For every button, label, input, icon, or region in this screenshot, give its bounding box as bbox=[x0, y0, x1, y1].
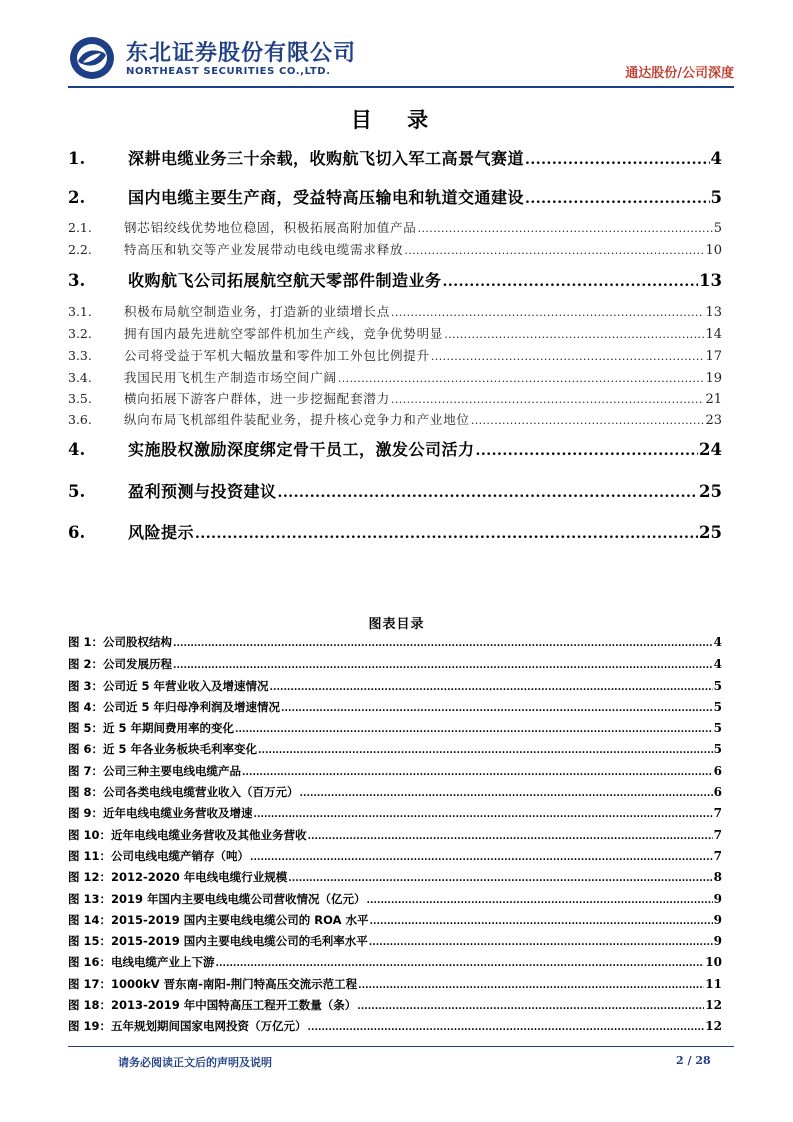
toc-subentry[interactable] bbox=[68, 389, 722, 408]
toc-entry-title: 积极布局航空制造业务，打造新的业绩增长点 bbox=[124, 304, 391, 319]
toc-entry[interactable] bbox=[68, 520, 722, 544]
figure-entry[interactable] bbox=[68, 678, 722, 698]
figure-page: 9 bbox=[713, 934, 722, 948]
toc-entry-title: 横向拓展下游客户群体，进一步挖掘配套潜力 bbox=[124, 391, 391, 406]
figure-label: 图 16：电线电缆产业上下游 bbox=[68, 955, 215, 969]
toc-entry-page: 24 bbox=[699, 440, 722, 459]
header-divider bbox=[68, 86, 734, 88]
toc-entry-title: 实施股权激励深度绑定骨干员工，激发公司活力 bbox=[128, 440, 475, 459]
figure-label: 图 1：公司股权结构 bbox=[68, 635, 173, 649]
toc-entry-page: 23 bbox=[705, 413, 722, 428]
dot-leader bbox=[338, 372, 705, 385]
toc-entry-title: 收购航飞公司拓展航空航天零部件制造业务 bbox=[128, 271, 442, 290]
toc-entry[interactable] bbox=[68, 437, 722, 461]
figure-page: 12 bbox=[705, 1019, 722, 1033]
dot-leader bbox=[369, 937, 713, 948]
dot-leader bbox=[431, 350, 705, 363]
figure-label: 图 11：公司电线电缆产销存（吨） bbox=[68, 849, 250, 863]
figure-entry[interactable] bbox=[68, 805, 722, 825]
dot-leader bbox=[418, 222, 713, 235]
dot-leader bbox=[476, 443, 699, 459]
toc-entry-page: 5 bbox=[713, 221, 722, 236]
toc-entry-page: 21 bbox=[705, 392, 722, 407]
dot-leader bbox=[195, 526, 698, 542]
toc-entry-title: 钢芯铝绞线优势地位稳固，积极拓展高附加值产品 bbox=[124, 220, 417, 235]
dot-leader bbox=[288, 873, 712, 884]
figure-page: 10 bbox=[705, 955, 722, 969]
figure-label: 图 18：2013-2019 年中国特高压工程开工数量（条） bbox=[68, 998, 357, 1012]
dot-leader bbox=[308, 1022, 705, 1033]
figure-page: 5 bbox=[713, 721, 722, 735]
figure-page: 5 bbox=[713, 679, 722, 693]
figure-page: 4 bbox=[713, 657, 722, 671]
figure-page: 7 bbox=[713, 828, 722, 842]
dot-leader bbox=[173, 638, 713, 649]
toc-entry-page: 13 bbox=[705, 305, 722, 320]
toc-entry-title: 纵向布局飞机部组件装配业务，提升核心竞争力和产业地位 bbox=[124, 412, 470, 427]
toc-entry-page: 14 bbox=[705, 327, 722, 342]
toc-subentry[interactable] bbox=[68, 346, 722, 365]
toc-entry-number: 3.3. bbox=[68, 348, 92, 363]
figure-entry[interactable] bbox=[68, 954, 722, 974]
figure-page: 6 bbox=[713, 764, 722, 778]
toc-entry-number: 1. bbox=[68, 149, 86, 168]
dot-leader bbox=[391, 393, 704, 406]
figure-label: 图 13：2019 年国内主要电线电缆公司营收情况（亿元） bbox=[68, 892, 366, 906]
dot-leader bbox=[444, 328, 704, 341]
figure-page: 11 bbox=[705, 977, 722, 991]
toc-entry-title: 特高压和轨交等产业发展带动电线电缆需求释放 bbox=[124, 242, 404, 257]
figure-page: 4 bbox=[713, 635, 722, 649]
figure-entry[interactable] bbox=[68, 912, 722, 932]
figure-entry[interactable] bbox=[68, 933, 722, 953]
toc-entry-title: 深耕电缆业务三十余载，收购航飞切入军工高景气赛道 bbox=[128, 149, 525, 168]
figure-label: 图 4：公司近 5 年归母净利润及增速情况 bbox=[68, 700, 281, 714]
toc-entry[interactable] bbox=[68, 185, 722, 209]
figure-label: 图 2：公司发展历程 bbox=[68, 657, 173, 671]
figure-list-title: 图表目录 bbox=[368, 617, 425, 632]
toc-subentry[interactable] bbox=[68, 240, 722, 259]
figure-label: 图 17：1000kV 晋东南-南阳-荆门特高压交流示范工程 bbox=[68, 977, 358, 991]
dot-leader bbox=[471, 414, 705, 427]
figure-label: 图 14：2015-2019 国内主要电线电缆公司的 ROA 水平 bbox=[68, 913, 369, 927]
dot-leader bbox=[404, 244, 704, 257]
figure-label: 图 3：公司近 5 年营业收入及增速情况 bbox=[68, 679, 269, 693]
dot-leader bbox=[367, 895, 713, 906]
figure-label: 图 12：2012-2020 年电线电缆行业规模 bbox=[68, 870, 288, 884]
figure-page: 5 bbox=[713, 700, 722, 714]
figure-page: 9 bbox=[713, 913, 722, 927]
toc-subentry[interactable] bbox=[68, 302, 722, 321]
toc-entry[interactable] bbox=[68, 268, 722, 292]
dot-leader bbox=[278, 485, 699, 501]
figure-page: 5 bbox=[713, 742, 722, 756]
company-name-cn: 东北证券股份有限公司 bbox=[126, 41, 357, 66]
figure-page: 9 bbox=[713, 892, 722, 906]
company-logo-icon bbox=[68, 34, 120, 82]
figure-entry[interactable] bbox=[68, 848, 722, 868]
toc-title: 目 录 bbox=[350, 107, 443, 132]
figure-page: 6 bbox=[713, 785, 722, 799]
dot-leader bbox=[235, 724, 713, 735]
figure-label: 图 7：公司三种主要电线电缆产品 bbox=[68, 764, 242, 778]
toc-entry-number: 2. bbox=[68, 188, 86, 207]
figure-page: 7 bbox=[713, 806, 722, 820]
page-number: 2 / 28 bbox=[676, 1054, 711, 1067]
dot-leader bbox=[270, 682, 713, 693]
dot-leader bbox=[358, 980, 704, 991]
figure-page: 12 bbox=[705, 998, 722, 1012]
toc-entry-number: 6. bbox=[68, 523, 86, 542]
figure-label: 图 15：2015-2019 国内主要电线电缆公司的毛利率水平 bbox=[68, 934, 368, 948]
figure-label: 图 6：近 5 年各业务板块毛利率变化 bbox=[68, 742, 258, 756]
dot-leader bbox=[250, 852, 713, 863]
dot-leader bbox=[308, 831, 713, 842]
toc-entry-page: 25 bbox=[699, 482, 722, 501]
figure-entry[interactable] bbox=[68, 891, 722, 911]
report-tag: 通达股份/公司深度 bbox=[625, 66, 734, 81]
toc-entry-title: 盈利预测与投资建议 bbox=[128, 482, 277, 501]
toc-entry-page: 17 bbox=[705, 349, 722, 364]
figure-label: 图 19：五年规划期间国家电网投资（万亿元） bbox=[68, 1019, 307, 1033]
figure-entry[interactable] bbox=[68, 634, 722, 654]
toc-entry-title: 风险提示 bbox=[128, 523, 195, 542]
company-name-en: NORTHEAST SECURITIES CO.,LTD. bbox=[126, 66, 331, 77]
toc-entry[interactable] bbox=[68, 479, 722, 503]
figure-entry[interactable] bbox=[68, 741, 722, 761]
footer-divider bbox=[68, 1046, 734, 1047]
dot-leader bbox=[173, 660, 713, 671]
figure-entry[interactable] bbox=[68, 763, 722, 783]
toc-subentry[interactable] bbox=[68, 368, 722, 387]
figure-entry[interactable] bbox=[68, 656, 722, 676]
toc-entry-title: 拥有国内最先进航空零部件机加生产线，竞争优势明显 bbox=[124, 326, 444, 341]
dot-leader bbox=[254, 809, 713, 820]
figure-entry[interactable] bbox=[68, 997, 722, 1017]
toc-entry-number: 2.1. bbox=[68, 220, 92, 235]
dot-leader bbox=[370, 916, 713, 927]
toc-entry-page: 19 bbox=[705, 371, 722, 386]
toc-entry-title: 公司将受益于军机大幅放量和零件加工外包比例提升 bbox=[124, 348, 430, 363]
figure-entry[interactable] bbox=[68, 699, 722, 719]
toc-entry-number: 3.1. bbox=[68, 304, 92, 319]
toc-entry-page: 5 bbox=[710, 188, 722, 207]
toc-entry-number: 3.4. bbox=[68, 370, 92, 385]
dot-leader bbox=[216, 958, 705, 969]
toc-entry-page: 13 bbox=[699, 271, 722, 290]
toc-entry-page: 25 bbox=[699, 523, 722, 542]
toc-entry-title: 我国民用飞机生产制造市场空间广阔 bbox=[124, 370, 337, 385]
toc-entry-number: 3. bbox=[68, 271, 86, 290]
page-header bbox=[68, 34, 734, 86]
figure-label: 图 8：公司各类电线电缆营业收入（百万元） bbox=[68, 785, 299, 799]
toc-subentry[interactable] bbox=[68, 410, 722, 429]
toc-entry-number: 4. bbox=[68, 440, 86, 459]
figure-entry[interactable] bbox=[68, 827, 722, 847]
toc-entry-page: 4 bbox=[710, 149, 722, 168]
figure-label: 图 10：近年电线电缆业务营收及其他业务营收 bbox=[68, 828, 307, 842]
dot-leader bbox=[242, 767, 713, 778]
footer-disclaimer: 请务必阅读正文后的声明及说明 bbox=[118, 1056, 272, 1069]
toc-subentry[interactable] bbox=[68, 218, 722, 237]
figure-entry[interactable] bbox=[68, 976, 722, 996]
figure-page: 7 bbox=[713, 849, 722, 863]
figure-page: 8 bbox=[713, 870, 722, 884]
toc-entry-number: 2.2. bbox=[68, 242, 92, 257]
toc-entry-number: 3.6. bbox=[68, 412, 92, 427]
figure-entry[interactable] bbox=[68, 1018, 722, 1038]
toc-entry[interactable] bbox=[68, 146, 722, 170]
toc-entry-page: 10 bbox=[705, 243, 722, 258]
toc-entry-number: 3.5. bbox=[68, 391, 92, 406]
dot-leader bbox=[391, 306, 704, 319]
dot-leader bbox=[357, 1001, 704, 1012]
dot-leader bbox=[443, 274, 699, 290]
figure-entry[interactable] bbox=[68, 869, 722, 889]
toc-entry-title: 国内电缆主要生产商，受益特高压输电和轨道交通建设 bbox=[128, 188, 525, 207]
figure-entry[interactable] bbox=[68, 720, 722, 740]
figure-entry[interactable] bbox=[68, 784, 722, 804]
dot-leader bbox=[281, 703, 713, 714]
toc-entry-number: 3.2. bbox=[68, 326, 92, 341]
dot-leader bbox=[525, 191, 710, 207]
dot-leader bbox=[258, 745, 713, 756]
toc-entry-number: 5. bbox=[68, 482, 86, 501]
toc-subentry[interactable] bbox=[68, 324, 722, 343]
figure-label: 图 9：近年电线电缆业务营收及增速 bbox=[68, 806, 253, 820]
figure-label: 图 5：近 5 年期间费用率的变化 bbox=[68, 721, 235, 735]
dot-leader bbox=[300, 788, 713, 799]
dot-leader bbox=[525, 152, 710, 168]
